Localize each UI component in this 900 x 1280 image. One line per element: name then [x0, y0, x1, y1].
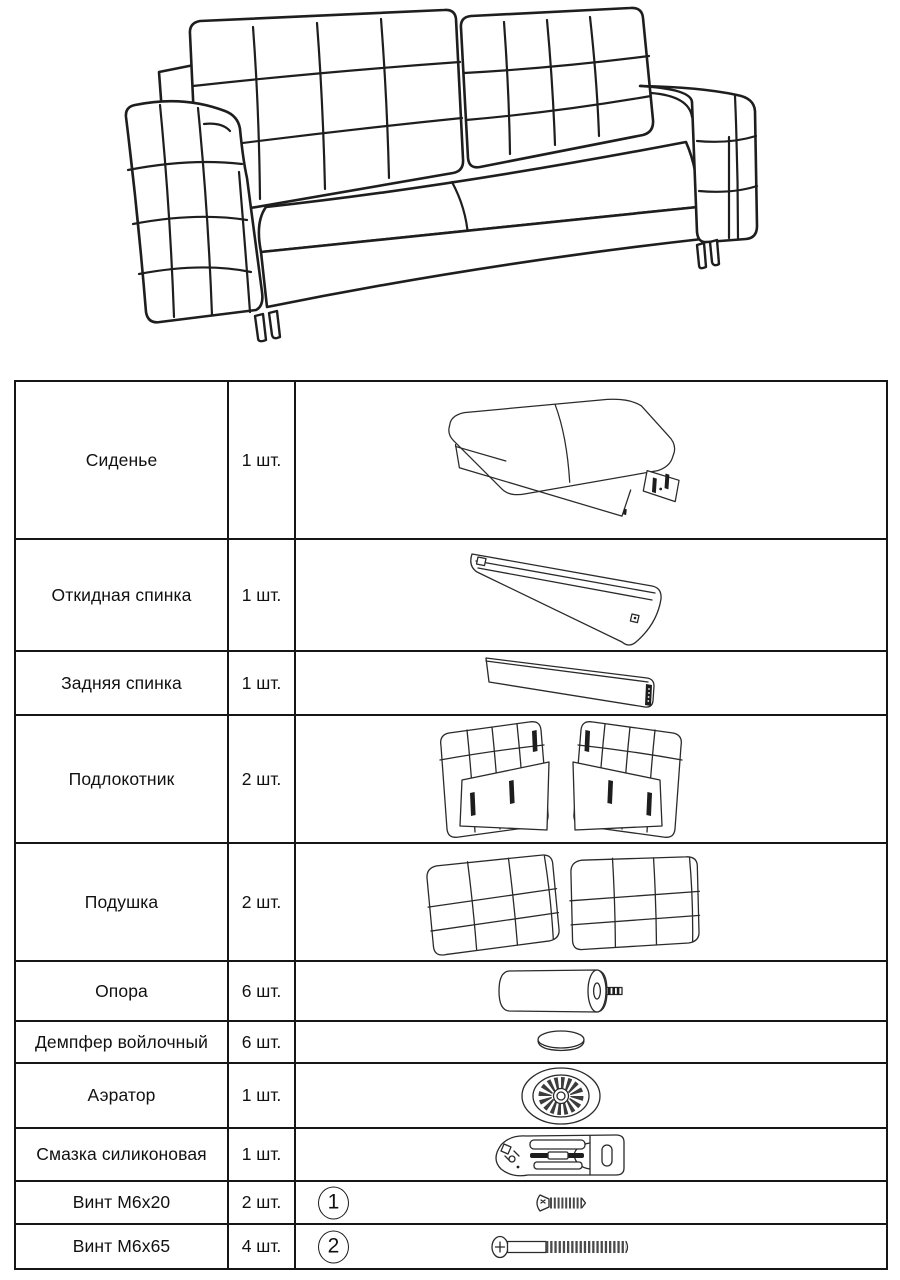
table-row-grease — [15, 1128, 887, 1181]
part-illustration-cell — [295, 1224, 887, 1269]
part-qty: 6 шт. — [228, 1021, 295, 1063]
rear-back-panel-part-icon — [451, 654, 671, 712]
part-qty: 6 шт. — [228, 961, 295, 1021]
part-name: Сиденье — [15, 381, 228, 539]
table-row-screw-m6x20 — [15, 1181, 887, 1224]
part-illustration-cell — [295, 651, 887, 715]
parts-table — [14, 380, 888, 1270]
screw1-number-badge: 1 — [318, 1186, 349, 1219]
part-qty: 1 шт. — [228, 651, 295, 715]
sofa-right-back-cushion — [461, 8, 653, 167]
part-name: Опора — [15, 961, 228, 1021]
part-name: Аэратор — [15, 1063, 228, 1128]
screw2-number-badge: 2 — [318, 1230, 349, 1263]
table-row-damper — [15, 1021, 887, 1063]
felt-damper-part-icon — [532, 1029, 590, 1055]
part-name: Винт М6х20 — [15, 1181, 228, 1224]
screw-m6x65-icon — [490, 1233, 632, 1261]
armrest-pair-part-icon — [425, 718, 697, 840]
part-name: Винт М6х65 — [15, 1224, 228, 1269]
table-row-folding-backrest — [15, 539, 887, 651]
part-name: Смазка силиконовая — [15, 1128, 228, 1181]
table-row-cushion — [15, 843, 887, 961]
part-qty: 2 шт. — [228, 843, 295, 961]
part-name: Подлокотник — [15, 715, 228, 843]
part-qty: 1 шт. — [228, 1128, 295, 1181]
part-name: Откидная спинка — [15, 539, 228, 651]
screw-m6x20-icon — [533, 1192, 589, 1214]
part-qty: 2 шт. — [228, 1181, 295, 1224]
part-illustration-cell — [295, 381, 887, 539]
part-illustration-cell — [295, 539, 887, 651]
sofa-illustration — [105, 2, 767, 354]
part-illustration-cell — [295, 715, 887, 843]
part-qty: 4 шт. — [228, 1224, 295, 1269]
silicone-grease-part-icon — [490, 1131, 632, 1179]
part-illustration-cell — [295, 961, 887, 1021]
part-qty: 1 шт. — [228, 1063, 295, 1128]
part-illustration-cell — [295, 1063, 887, 1128]
sofa-drawing-svg — [105, 2, 767, 354]
part-illustration-cell — [295, 1181, 887, 1224]
part-name: Демпфер войлочный — [15, 1021, 228, 1063]
part-qty: 2 шт. — [228, 715, 295, 843]
aerator-part-icon — [517, 1065, 605, 1127]
part-illustration-cell — [295, 843, 887, 961]
table-row-rear-back — [15, 651, 887, 715]
leg-part-icon — [495, 965, 627, 1017]
part-qty: 1 шт. — [228, 539, 295, 651]
table-row-seat — [15, 381, 887, 539]
part-illustration-cell — [295, 1128, 887, 1181]
part-qty: 1 шт. — [228, 381, 295, 539]
folding-backrest-part-icon — [436, 542, 686, 648]
part-name: Задняя спинка — [15, 651, 228, 715]
table-row-aerator — [15, 1063, 887, 1128]
seat-part-icon — [411, 391, 711, 529]
part-name: Подушка — [15, 843, 228, 961]
table-row-armrest — [15, 715, 887, 843]
table-row-leg — [15, 961, 887, 1021]
cushion-pair-part-icon — [416, 847, 706, 957]
table-row-screw-m6x65 — [15, 1224, 887, 1269]
part-illustration-cell — [295, 1021, 887, 1063]
